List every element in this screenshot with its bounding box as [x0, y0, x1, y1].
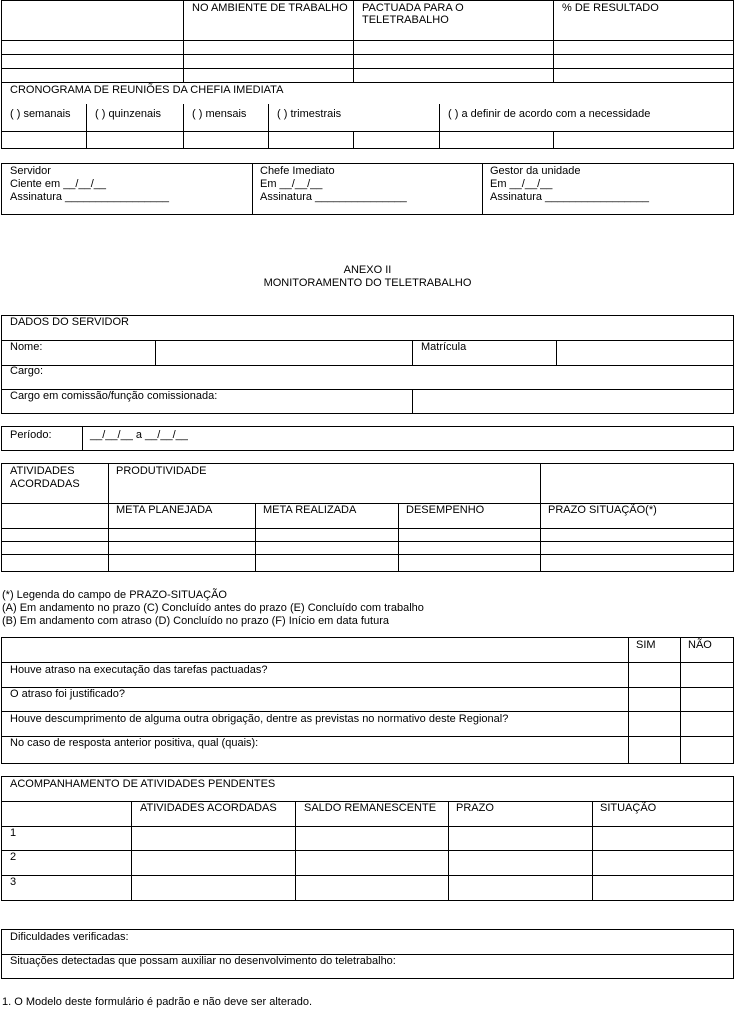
- signature-box: [1, 163, 734, 215]
- deadline-status-header: PRAZO SITUAÇÃO(*): [548, 504, 657, 516]
- pending-row-number: 1: [10, 827, 17, 839]
- signature-chief-sign[interactable]: Assinatura _______________: [260, 191, 407, 203]
- signature-server-sign[interactable]: Assinatura _________________: [10, 191, 170, 203]
- header-telework: TELETRABALHO: [362, 14, 449, 26]
- annex-title: ANEXO II: [343, 264, 392, 276]
- position-label: Cargo:: [10, 365, 44, 377]
- registration-label: Matrícula: [421, 341, 467, 353]
- yes-header: SIM: [636, 639, 656, 651]
- signature-server-date[interactable]: Ciente em __/__/__: [10, 178, 107, 190]
- period-value[interactable]: __/__/__ a __/__/__: [90, 429, 188, 441]
- pending-activities-table: [1, 776, 734, 901]
- question-justified: O atraso foi justificado?: [10, 688, 125, 700]
- no-header: NÃO: [688, 639, 712, 651]
- pending-deadline-header: PRAZO: [456, 802, 494, 814]
- question-which: No caso de resposta anterior positiva, qual (quais):: [10, 737, 259, 749]
- signature-chief-date[interactable]: Em __/__/__: [260, 178, 323, 190]
- activities-header-line2: ACORDADAS: [10, 478, 80, 490]
- registration-field[interactable]: [557, 341, 732, 363]
- header-result-percent: % DE RESULTADO: [562, 2, 659, 14]
- period-label: Período:: [10, 429, 52, 441]
- signature-manager-title: Gestor da unidade: [490, 165, 581, 177]
- question-delay: Houve atraso na executação das tarefas pactuadas?: [10, 664, 268, 676]
- activities-header-line1: ATIVIDADES: [10, 465, 75, 477]
- server-data-title: DADOS DO SERVIDOR: [10, 316, 129, 328]
- legend-line-1: (A) Em andamento no prazo (C) Concluído antes do prazo (E) Concluído com trabalho: [2, 602, 424, 614]
- situations-label: Situações detectadas que possam auxiliar no desenvolvimento do teletrabalho:: [10, 955, 396, 967]
- pending-row-number: 2: [10, 851, 17, 863]
- signature-manager-date[interactable]: Em __/__/__: [490, 178, 553, 190]
- name-field[interactable]: [156, 341, 408, 363]
- pending-title: ACOMPANHAMENTO DE ATIVIDADES PENDENTES: [10, 778, 276, 790]
- option-as-needed[interactable]: ( ) a definir de acordo com a necessidade: [448, 108, 651, 120]
- annex-subtitle: MONITORAMENTO DO TELETRABALHO: [263, 277, 472, 289]
- question-noncompliance: Houve descumprimento de alguma outra obrigação, dentre as previstas no normativo deste Regional?: [10, 713, 509, 725]
- meetings-title: CRONOGRAMA DE REUNIÕES DA CHEFIA IMEDIATA: [10, 84, 284, 96]
- performance-header: DESEMPENHO: [406, 504, 485, 516]
- name-label: Nome:: [10, 341, 43, 353]
- difficulties-label: Dificuldades verificadas:: [10, 931, 129, 943]
- productivity-header: PRODUTIVIDADE: [116, 465, 207, 477]
- answer-yes-cell[interactable]: [629, 663, 677, 761]
- signature-chief-title: Chefe Imediato: [260, 165, 335, 177]
- pending-activities-header: ATIVIDADES ACORDADAS: [140, 802, 277, 814]
- pending-status-header: SITUAÇÃO: [600, 802, 657, 814]
- legend-line-2: (B) Em andamento com atraso (D) Concluído no prazo (F) Início em data futura: [2, 615, 389, 627]
- legend-title: (*) Legenda do campo de PRAZO-SITUAÇÃO: [2, 589, 227, 601]
- commissioned-label: Cargo em comissão/função comissionada:: [10, 390, 218, 402]
- pending-balance-header: SALDO REMANESCENTE: [304, 802, 437, 814]
- signature-server-title: Servidor: [10, 165, 51, 177]
- header-work-environment: NO AMBIENTE DE TRABALHO: [192, 2, 348, 14]
- top-results-table: [0, 0, 735, 150]
- commissioned-field[interactable]: [413, 390, 732, 412]
- header-agreed-for: PACTUADA PARA O: [362, 2, 464, 14]
- option-biweekly[interactable]: ( ) quinzenais: [95, 108, 162, 120]
- option-monthly[interactable]: ( ) mensais: [192, 108, 247, 120]
- planned-goal-header: META PLANEJADA: [116, 504, 213, 516]
- option-weekly[interactable]: ( ) semanais: [10, 108, 71, 120]
- pending-row-number: 3: [10, 876, 17, 888]
- activities-table: [1, 463, 734, 572]
- achieved-goal-header: META REALIZADA: [263, 504, 357, 516]
- footnote: 1. O Modelo deste formulário é padrão e não deve ser alterado.: [2, 996, 313, 1008]
- option-quarterly[interactable]: ( ) trimestrais: [277, 108, 342, 120]
- signature-manager-sign[interactable]: Assinatura _________________: [490, 191, 650, 203]
- answer-no-cell[interactable]: [681, 663, 733, 761]
